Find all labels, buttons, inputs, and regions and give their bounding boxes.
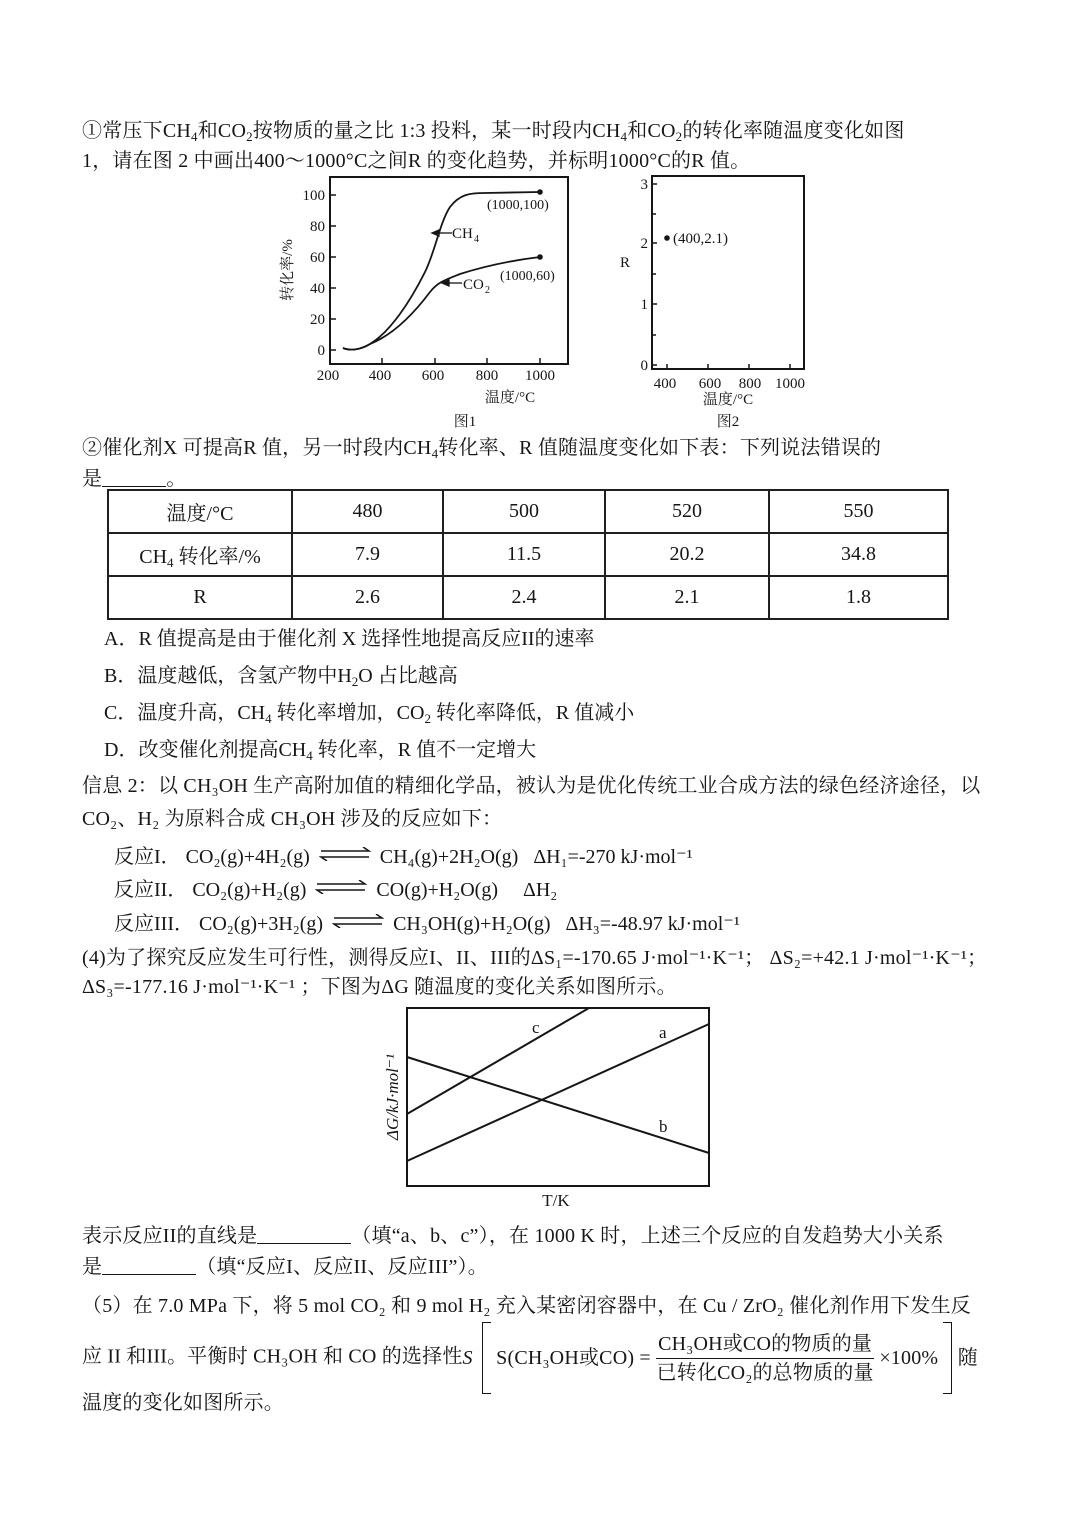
svg-text:400: 400 <box>653 376 677 392</box>
svg-text:40: 40 <box>310 281 325 297</box>
option-b: B．温度越低，含氢产物中$H_2O$ 占比越高 <box>104 665 458 689</box>
svg-text:0: 0 <box>317 343 325 359</box>
svg-text:2: 2 <box>640 236 648 252</box>
svg-text:(1000,100): (1000,100) <box>487 198 549 213</box>
svg-text:600: 600 <box>421 368 445 384</box>
q2-line2: 是 。 <box>82 468 187 490</box>
point-400-2.1 <box>664 235 670 241</box>
table-row: $CH_4$ 转化率/% 7.9 11.5 20.2 34.8 <box>108 533 948 576</box>
svg-text:1000: 1000 <box>525 368 555 384</box>
svg-text:ΔG/kJ·mol⁻¹: ΔG/kJ·mol⁻¹ <box>383 1054 402 1140</box>
svg-text:图2: 图2 <box>716 414 740 430</box>
figure-1-chart <box>270 172 590 434</box>
svg-text:(400,2.1): (400,2.1) <box>673 231 728 247</box>
q5-line1: （5）在 7.0 MPa 下，将 5 mol CO₂ 和 9 mol H₂ 充入某密闭容器中，在 Cu / ZrO₂ 催化剂作用下发生反 <box>82 1295 971 1317</box>
reaction-3: 反应III． CO₂(g)+3H₂(g) CH₃OH(g)+H₂O(g) ΔH₃=-48.97 kJ·mol⁻¹ <box>114 913 740 935</box>
svg-text:60: 60 <box>310 250 325 266</box>
q4b-line1: 表示反应II的直线是 （填“a、b、c”），在 1000 K 时，上述三个反应的自发趋势大小关系 <box>82 1225 944 1247</box>
svg-text:800: 800 <box>738 376 762 392</box>
delta-g-chart <box>370 1002 730 1214</box>
point-1000-100 <box>537 189 543 195</box>
svg-text:温度/°C: 温度/°C <box>702 392 754 408</box>
option-c: C．温度升高，$CH_4$ 转化率增加，$CO_2$ 转化率降低，R 值减小 <box>104 702 635 726</box>
info2-line1: 信息 2：以 CH₃OH 生产高附加值的精细化学品，被认为是优化传统工业合成方法的绿色经济途径，以 <box>82 775 981 797</box>
q1-line1: ①常压下$CH_4$和$CO_2$按物质的量之比 1:3 投料，某一时段内$CH_4$和$CO_2$的转化率随温度变化如图 <box>82 120 905 144</box>
svg-text:400: 400 <box>368 368 392 384</box>
q4-line1: (4)为了探究反应发生可行性，测得反应I、II、III的ΔS₁=-170.65 J·mol⁻¹·K⁻¹； ΔS₂=+42.1 J·mol⁻¹·K⁻¹； <box>82 947 988 969</box>
svg-text:2: 2 <box>485 285 490 296</box>
q5-line2: 应 II 和III。平衡时 CH₃OH 和 CO 的选择性S S(CH₃OH或CO) = $\frac{\text{CH₃OH或CO的物质的量}}{\text{已转化CO₂的总物质的量}}$ ×100% 随 <box>82 1322 978 1390</box>
svg-text:1: 1 <box>640 297 648 313</box>
svg-text:CH: CH <box>452 226 473 242</box>
q5-line3: 温度的变化如图所示。 <box>82 1392 284 1414</box>
line-b <box>407 1057 709 1153</box>
data-table <box>107 489 949 620</box>
equilibrium-arrow-icon <box>315 880 367 894</box>
svg-text:(1000,60): (1000,60) <box>500 269 555 284</box>
selectivity-fraction: $\frac{\text{CH₃OH或CO的物质的量}}{\text{已转化CO₂的总物质的量}}$ <box>656 1332 874 1384</box>
equilibrium-arrow-icon <box>332 914 384 928</box>
line-a <box>407 1024 709 1161</box>
svg-text:3: 3 <box>640 177 648 193</box>
svg-text:80: 80 <box>310 219 325 235</box>
reaction-1: 反应I． CO₂(g)+4H₂(g) CH₄(g)+2H₂O(g) ΔH₁=-270 kJ·mol⁻¹ <box>114 846 693 868</box>
line-c <box>407 1008 589 1114</box>
svg-text:T/K: T/K <box>542 1191 570 1210</box>
svg-text:4: 4 <box>474 234 479 245</box>
answer-blank-order[interactable] <box>102 1256 196 1275</box>
table-row: R 2.6 2.4 2.1 1.8 <box>108 576 948 619</box>
table-row: 温度/°C 480 500 520 550 <box>108 490 948 533</box>
option-a: A．R 值提高是由于催化剂 X 选择性地提高反应II的速率 <box>104 628 595 650</box>
answer-blank[interactable] <box>102 468 166 487</box>
figure-2-chart <box>600 172 820 434</box>
info2-line2: CO₂、H₂ 为原料合成 CH₃OH 涉及的反应如下： <box>82 808 503 830</box>
q2-line1: ②催化剂X 可提高R 值，另一时段内$CH_4$转化率、R 值随温度变化如下表：下列说法错误的 <box>82 437 882 461</box>
svg-text:CO: CO <box>463 277 484 293</box>
svg-text:20: 20 <box>310 312 325 328</box>
svg-text:1000: 1000 <box>775 376 805 392</box>
svg-text:a: a <box>659 1023 667 1042</box>
right-bracket <box>943 1322 952 1394</box>
left-bracket <box>482 1322 491 1394</box>
svg-text:800: 800 <box>475 368 499 384</box>
svg-text:200: 200 <box>316 368 340 384</box>
svg-text:0: 0 <box>640 358 648 374</box>
svg-text:100: 100 <box>302 188 325 204</box>
svg-text:温度/°C: 温度/°C <box>484 390 536 406</box>
equilibrium-arrow-icon <box>319 847 371 861</box>
q4-line2: ΔS₃=-177.16 J·mol⁻¹·K⁻¹ ；下图为ΔG 随温度的变化关系如图所示。 <box>82 976 677 998</box>
svg-text:600: 600 <box>698 376 722 392</box>
svg-text:转化率/%: 转化率/% <box>280 239 296 301</box>
option-d: D．改变催化剂提高$CH_4$ 转化率，R 值不一定增大 <box>104 739 537 763</box>
svg-text:图1: 图1 <box>453 414 477 430</box>
point-1000-60 <box>537 254 543 260</box>
q1-line2: 1，请在图 2 中画出400～1000°C之间R 的变化趋势，并标明1000°C的R 值。 <box>82 150 751 172</box>
q4b-line2: 是 （填“反应I、反应II、反应III”）。 <box>82 1256 488 1278</box>
svg-text:R: R <box>619 255 631 271</box>
answer-blank-line[interactable] <box>257 1225 351 1244</box>
svg-text:c: c <box>532 1018 540 1037</box>
reaction-2: 反应II． CO₂(g)+H₂(g) CO(g)+H₂O(g) ΔH₂ <box>114 879 558 901</box>
svg-text:b: b <box>659 1117 668 1136</box>
